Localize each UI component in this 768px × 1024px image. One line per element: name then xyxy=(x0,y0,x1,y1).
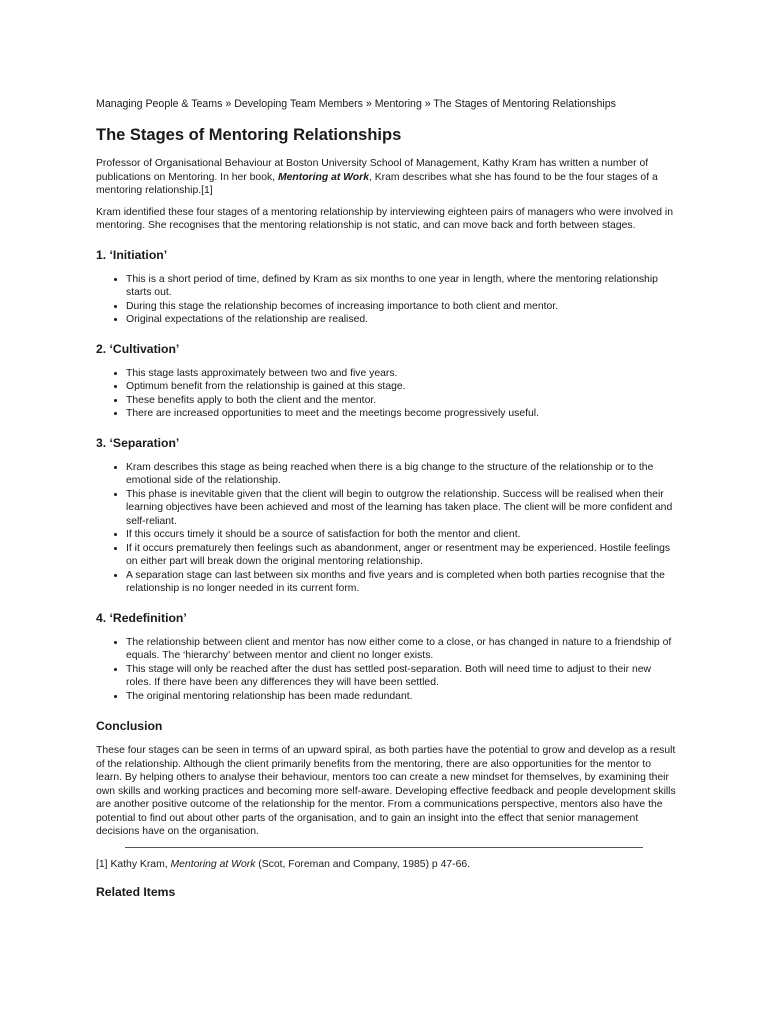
list-item: • This stage lasts approximately between two and five years. xyxy=(126,367,676,381)
footnote-book-title: Mentoring at Work xyxy=(170,858,256,870)
intro-text-start: Professor of Organisational Behaviour at Boston University School of Management, Kathy Kram has written a number of publications on Mentoring. In her book, xyxy=(96,158,649,183)
list-item: • During this stage the relationship becomes of increasing importance to both client and mentor. xyxy=(126,300,676,314)
intro-text-end: , Kram describes what she has found to be the four stages of a mentoring relationship.[1] xyxy=(96,171,658,196)
book-title: Mentoring at Work xyxy=(277,171,369,183)
section-heading-cultivation: 2. ‘Cultivation’ xyxy=(96,341,180,356)
list-item: • The relationship between client and mentor has now either come to a close, or has changed in nature to a friendship of equals. The ‘hierarchy’ between mentor and client no longer exists. xyxy=(126,636,676,663)
section-heading-separation: 3. ‘Separation’ xyxy=(96,435,180,450)
related-items-heading: Related Items xyxy=(96,885,176,899)
footnote-divider xyxy=(125,847,643,848)
list-item: • This phase is inevitable given that the client will begin to outgrow the relationship. Success will be realised when their learning objectives have been achieved and most of the learning has taken place. The client will be more confident and self-reliant. xyxy=(126,488,676,529)
list-item: • Kram describes this stage as being reached when there is a big change to the structure of the relationship or to the emotional side of the relationship. xyxy=(126,461,676,488)
breadcrumb[interactable]: Managing People & Teams » Developing Team Members » Mentoring » The Stages of Mentoring Relationships xyxy=(96,98,616,110)
footnote-text-end: (Scot, Foreman and Company, 1985) p 47-66. xyxy=(255,858,471,870)
intro-paragraph-2: Kram identified these four stages of a mentoring relationship by interviewing eighteen pairs of managers who were involved in mentoring. She recognises that the mentoring relationship is not static, and can move back and forth between stages. xyxy=(96,206,674,231)
list-item: • A separation stage can last between six months and five years and is completed when both parties recognise that the relationship is no longer needed in its current form. xyxy=(126,569,676,596)
list-item: • This is a short period of time, defined by Kram as six months to one year in length, where the mentoring relationship starts out. xyxy=(126,273,676,300)
page-title: The Stages of Mentoring Relationships xyxy=(96,126,402,144)
list-item: • Optimum benefit from the relationship is gained at this stage. xyxy=(126,380,676,394)
conclusion-heading: Conclusion xyxy=(96,719,163,733)
article xyxy=(96,98,676,900)
section-heading-initiation: 1. ‘Initiation’ xyxy=(96,247,168,262)
section-heading-redefinition: 4. ‘Redefinition’ xyxy=(96,610,187,625)
redefinition-list xyxy=(96,636,676,704)
conclusion-paragraph: These four stages can be seen in terms of an upward spiral, as both parties have the potential to grow and develop as a result of the relationship. Although the client primarily benefits from the mentoring, there are also opportunities for the mentor to learn. By helping others to analyse their behaviour, mentors too can create a new mindset for themselves, by examining their own skills and working practices and becoming more self-aware. Developing effective feedback and people development skills are another positive outcome of the relationship for the mentor. From a communications perspective, mentors also have the potential to find out about other parts of the organisation, and to gain an insight into the effect that senior management decisions have on the organisation. xyxy=(96,745,676,837)
footnote-text-start: [1] Kathy Kram, xyxy=(96,858,171,870)
list-item: • If this occurs timely it should be a source of satisfaction for both the mentor and client. xyxy=(126,528,676,542)
list-item: • These benefits apply to both the client and the mentor. xyxy=(126,394,676,408)
list-item: • There are increased opportunities to meet and the meetings become progressively useful. xyxy=(126,407,676,421)
cultivation-list xyxy=(96,367,676,421)
list-item: • The original mentoring relationship has been made redundant. xyxy=(126,690,676,704)
initiation-list xyxy=(96,273,676,327)
list-item: • This stage will only be reached after the dust has settled post-separation. Both will need time to adjust to their new roles. If there have been any differences they will have been settled. xyxy=(126,663,676,690)
separation-list xyxy=(96,461,676,596)
intro-paragraph-1 xyxy=(96,157,676,198)
list-item: • If it occurs prematurely then feelings such as abandonment, anger or resentment may be experienced. Hostile feelings on either part will break down the original mentoring relationship. xyxy=(126,542,676,569)
list-item: • Original expectations of the relationship are realised. xyxy=(126,313,676,327)
footnote xyxy=(96,858,676,872)
